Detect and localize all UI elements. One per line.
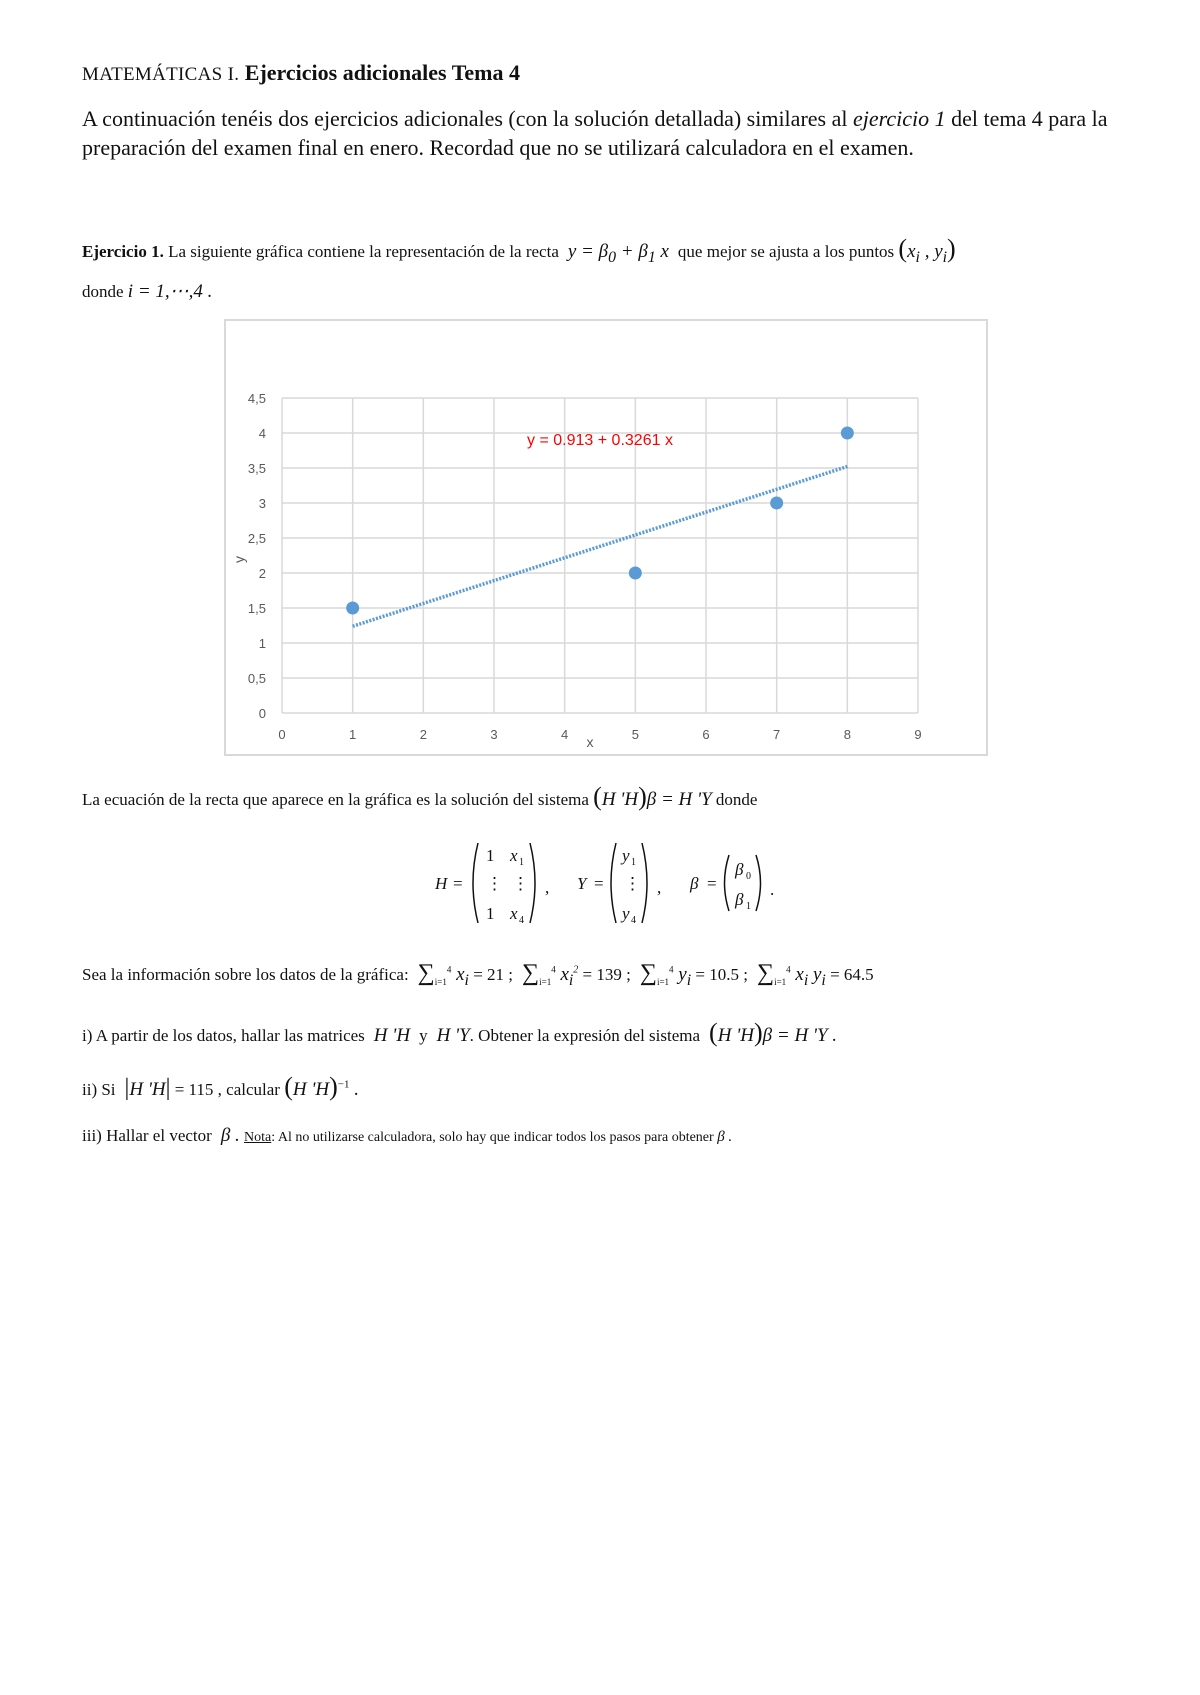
svg-text:1: 1	[746, 901, 751, 912]
q1-text-a: i) A partir de los datos, hallar las matrices	[82, 1026, 365, 1045]
x-tick-label: 8	[843, 727, 851, 742]
intro-text-1: A continuación tenéis dos ejercicios adicionales (con la solución detallada) similares al	[82, 106, 848, 131]
question-1	[82, 1018, 837, 1048]
sum-x: $\sum_{i=1}^4$ $x_i$	[417, 960, 469, 989]
sum-x2-value: = 139 ;	[582, 965, 631, 984]
matrices-svg	[420, 833, 800, 933]
svg-text:.: .	[770, 880, 775, 899]
system-text-b: donde	[715, 790, 758, 809]
data-sums	[82, 960, 874, 990]
y-tick-label: 4,5	[247, 391, 266, 406]
system-paragraph	[82, 782, 757, 812]
intro-text-2: del tema 4 para la preparación del examen final en enero. Recordad que no se utilizará calculadora en el examen.	[82, 106, 1108, 160]
sums-label: Sea la información sobre los datos de la gráfica:	[82, 965, 409, 984]
question-3	[82, 1125, 732, 1147]
x-tick-label: 4	[561, 727, 569, 742]
sum-x-value: = 21 ;	[473, 965, 514, 984]
system-text-a: La ecuación de la recta que aparece en la gráfica es la solución del sistema	[82, 790, 589, 809]
svg-text:=: =	[707, 874, 717, 893]
question-2	[82, 1072, 359, 1102]
svg-text:1: 1	[631, 857, 636, 868]
page-title	[82, 60, 520, 86]
svg-text:=: =	[453, 874, 463, 893]
y-axis-title: y	[231, 556, 247, 563]
q2-text-a: ii) Si	[82, 1080, 116, 1099]
svg-text:H: H	[435, 874, 448, 893]
line-equation: $y = \beta_0 + \beta_1$ x	[563, 241, 674, 266]
q1-text-b: y	[419, 1026, 428, 1045]
data-point	[629, 567, 642, 580]
svg-text:x: x	[510, 904, 518, 923]
y-tick-label: 2	[258, 566, 266, 581]
svg-text:1: 1	[486, 904, 495, 923]
sum-y-value: = 10.5 ;	[695, 965, 748, 984]
x-tick-label: 2	[419, 727, 427, 742]
data-point	[841, 427, 854, 440]
matrix-definitions	[420, 833, 800, 933]
svg-text:4: 4	[519, 915, 524, 926]
sum-xy-value: = 64.5	[830, 965, 874, 984]
q1-math-hy: H 'Y	[431, 1025, 470, 1046]
data-point	[770, 497, 783, 510]
svg-text:β: β	[735, 860, 744, 879]
svg-text:0: 0	[746, 871, 751, 882]
scatter-chart	[224, 319, 988, 756]
exercise-text-a: La siguiente gráfica contiene la representación de la recta	[168, 242, 559, 261]
y-tick-label: 3	[258, 496, 266, 511]
chart-svg	[226, 321, 986, 754]
q2-inverse: (H 'H)$^{-1}$ .	[284, 1072, 360, 1101]
y-tick-label: 4	[258, 426, 266, 441]
exercise-donde: donde	[82, 281, 124, 301]
trendline	[353, 466, 848, 626]
note-label: Nota	[244, 1130, 272, 1145]
svg-text:x: x	[510, 846, 518, 865]
q3-beta: β .	[216, 1125, 240, 1146]
q1-system: (H 'H)β = H 'Y .	[709, 1018, 838, 1047]
y-tick-label: 0	[258, 706, 266, 721]
q2-text-b: = 115 , calcular	[174, 1080, 280, 1099]
q1-text-c: . Obtener la expresión del sistema	[469, 1026, 701, 1045]
sum-xy: $\sum_{i=1}^4$ $x_i$ $y_i$	[756, 960, 826, 989]
svg-text:,: ,	[545, 878, 550, 897]
y-tick-label: 1	[258, 636, 266, 651]
normal-equations: (H 'H)β = H 'Y	[593, 782, 712, 811]
index-range: i = 1,⋯,4 .	[127, 280, 213, 302]
svg-text:Y: Y	[577, 874, 587, 893]
x-tick-label: 5	[631, 727, 639, 742]
y-tick-label: 0,5	[247, 671, 266, 686]
sum-y: $\sum_{i=1}^4$ $y_i$	[639, 960, 692, 989]
x-tick-label: 9	[914, 727, 922, 742]
sum-x2: $\sum_{i=1}^4$ $x_i^2$	[522, 960, 579, 989]
svg-text:y: y	[622, 846, 630, 865]
y-tick-label: 1,5	[247, 601, 266, 616]
intro-emphasis: ejercicio 1	[852, 106, 946, 131]
svg-text:⋮: ⋮	[486, 874, 503, 893]
exercise-statement	[82, 232, 1162, 309]
note-text: : Al no utilizarse calculadora, solo hay que indicar todos los pasos para obtener	[271, 1130, 714, 1145]
points-notation: ($x_i$ , $y_i$)	[898, 234, 956, 266]
svg-text:⋮: ⋮	[624, 874, 641, 893]
y-tick-label: 3,5	[247, 461, 266, 476]
svg-text:4: 4	[631, 915, 636, 926]
svg-text:y: y	[622, 904, 630, 923]
exercise-label: Ejercicio 1.	[82, 242, 164, 261]
x-tick-label: 3	[490, 727, 498, 742]
data-point	[346, 602, 359, 615]
x-axis-title: x	[586, 734, 594, 750]
svg-text:β: β	[735, 890, 744, 909]
exercise-text-b: que mejor se ajusta a los puntos	[677, 242, 895, 261]
y-tick-label: 2,5	[247, 531, 266, 546]
x-tick-label: 1	[349, 727, 357, 742]
svg-text:=: =	[594, 874, 604, 893]
x-tick-label: 0	[278, 727, 286, 742]
q2-determinant: |H 'H|	[124, 1075, 171, 1101]
trendline-label: y = 0.913 + 0.3261 x	[527, 431, 673, 449]
q1-math-hh: H 'H	[369, 1025, 415, 1046]
svg-text:β: β	[690, 874, 699, 893]
q3-text-a: iii) Hallar el vector	[82, 1126, 212, 1145]
title-text: Ejercicios adicionales Tema 4	[244, 60, 520, 85]
svg-text:,: ,	[657, 878, 662, 897]
q3-note: Nota: Al no utilizarse calculadora, solo hay que indicar todos los pasos para obtener β .	[244, 1129, 733, 1145]
x-tick-label: 6	[702, 727, 710, 742]
svg-text:1: 1	[486, 846, 495, 865]
intro-paragraph	[82, 104, 1142, 162]
svg-text:⋮: ⋮	[512, 874, 529, 893]
x-tick-label: 7	[773, 727, 781, 742]
svg-text:1: 1	[519, 857, 524, 868]
course-name: MATEMÁTICAS I.	[82, 64, 240, 85]
